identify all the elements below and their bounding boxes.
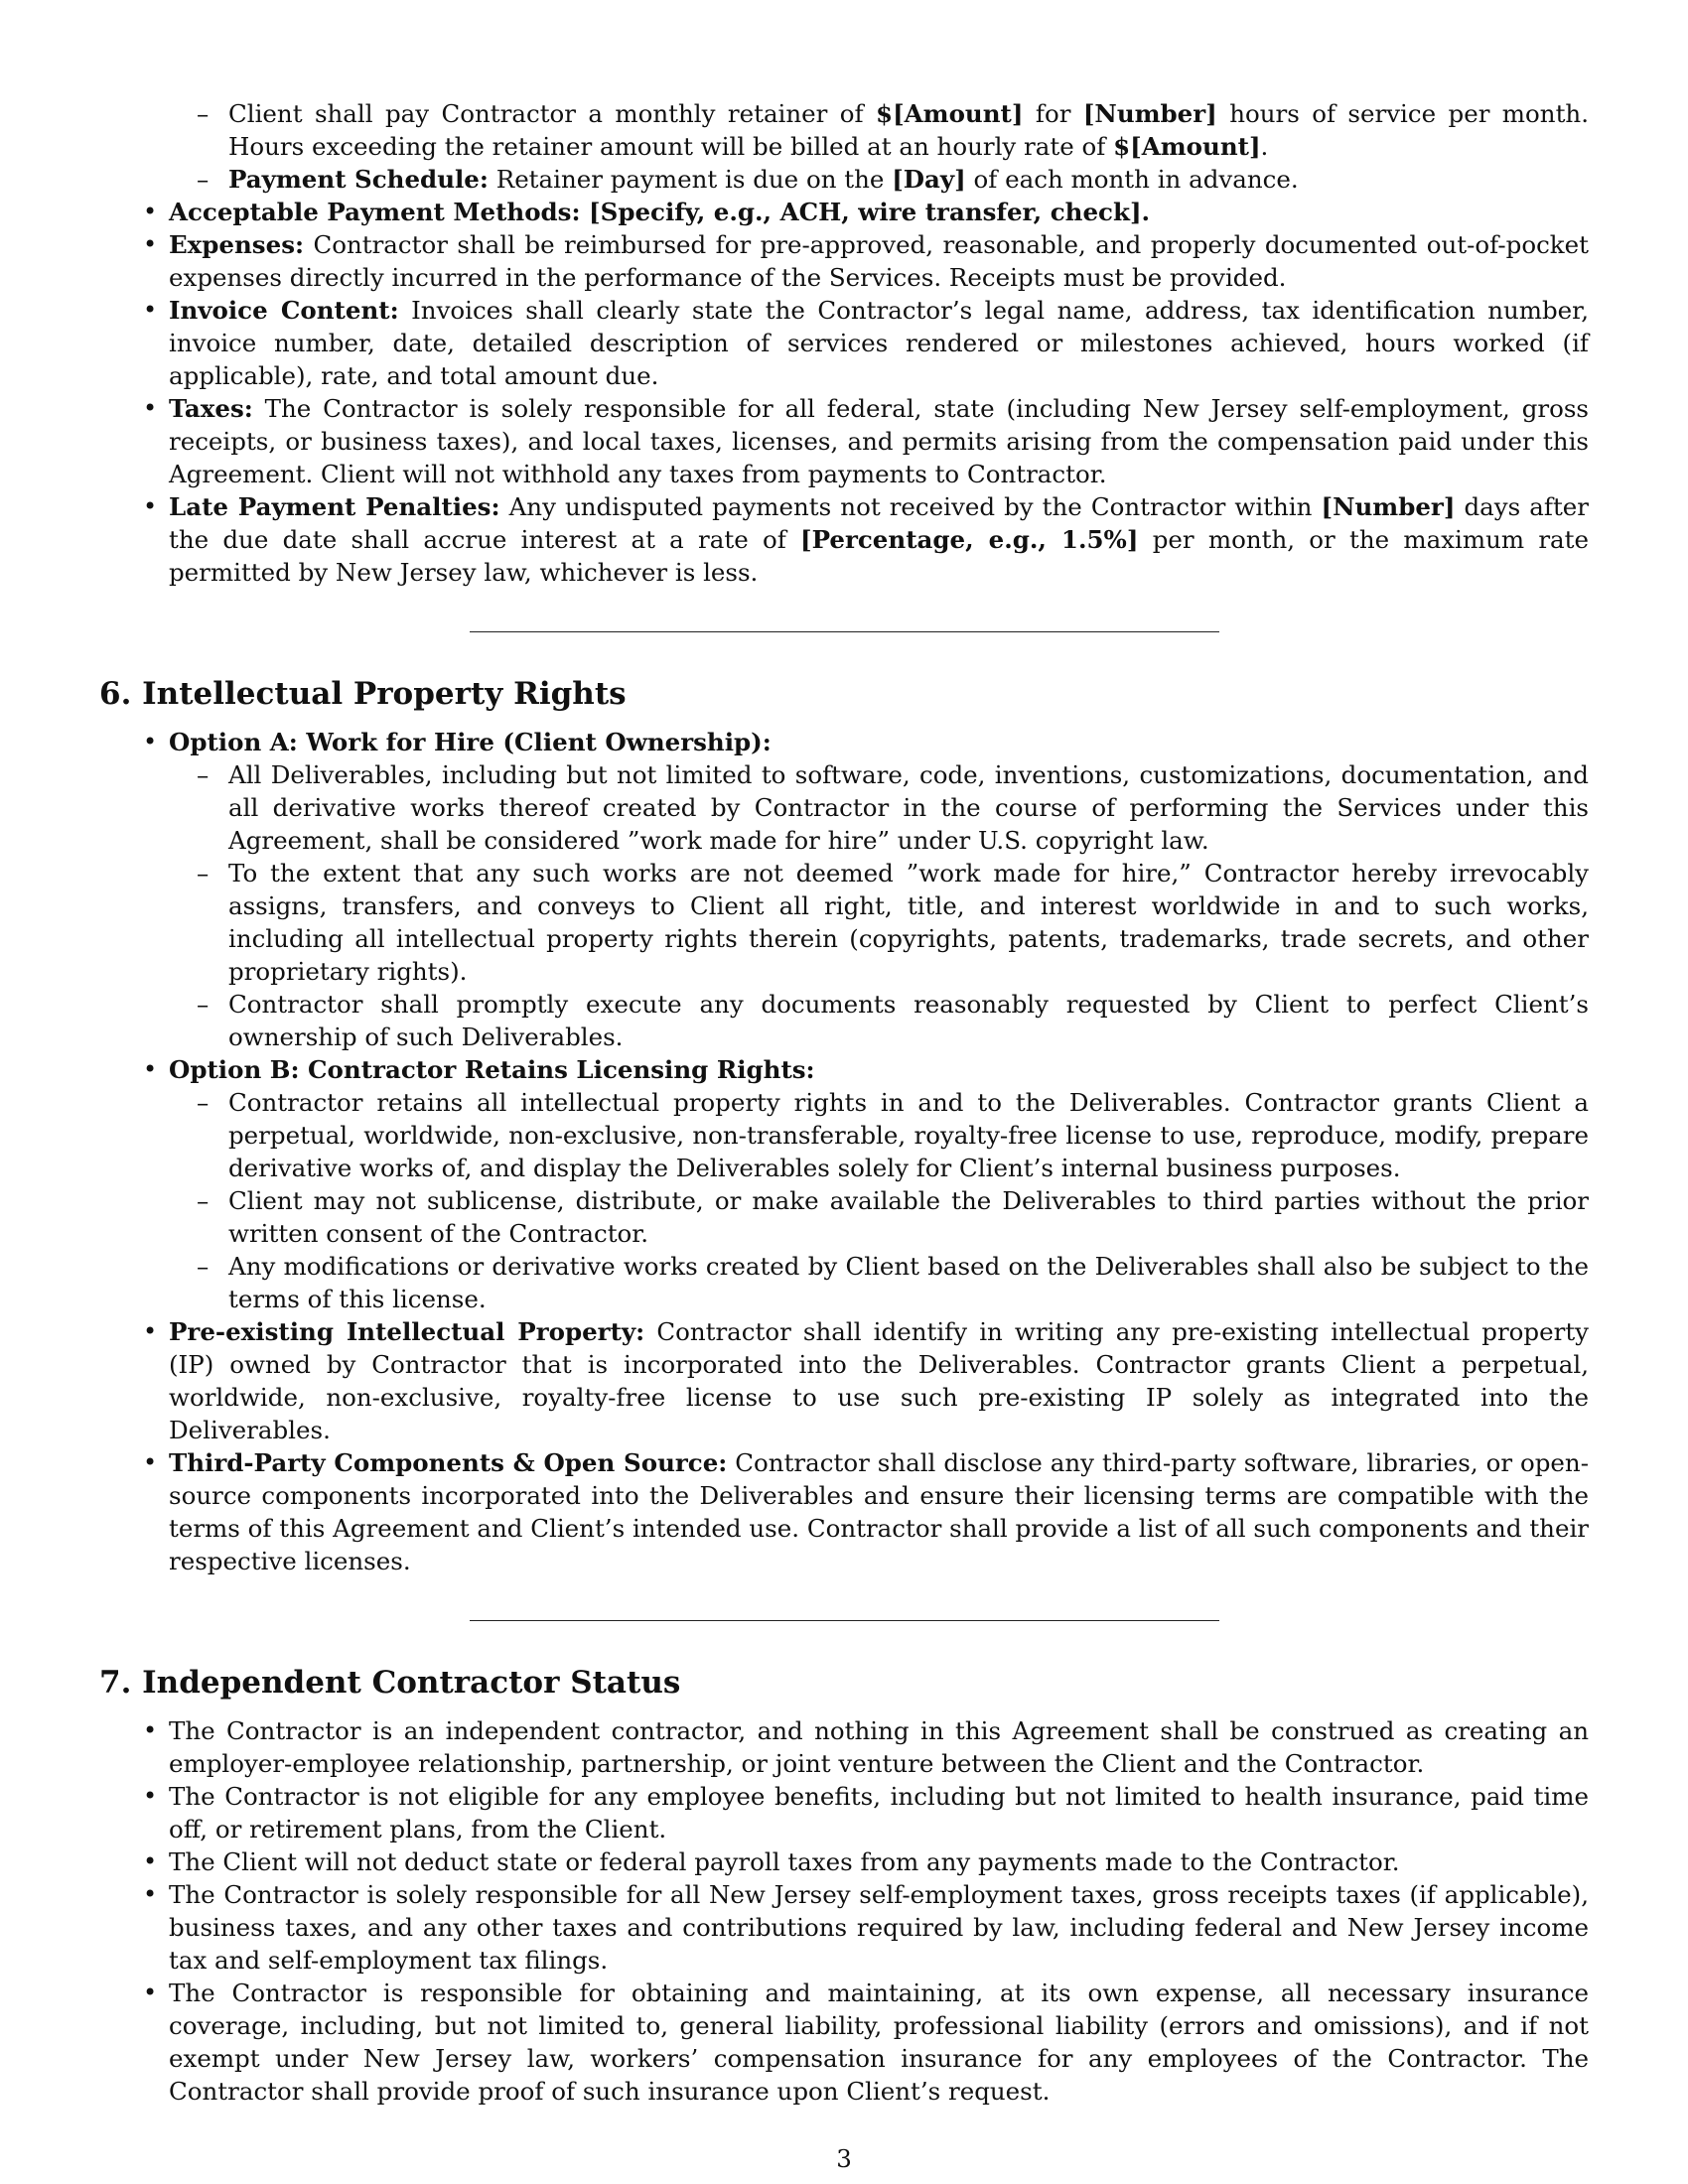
- third-party-item: • Third-Party Components & Open Source: Contractor shall disclose any third-party software, libraries, or open-source components incorporated into the Deliverables and ensure their licensing terms are compatible with the terms of this Agreement and Client’s intended use. Contractor shall provide a list of all such components and their respective licenses.: [99, 1446, 1589, 1577]
- option-b-subitem: – Client may not sublicense, distribute, or make available the Deliverables to third parties without the prior written consent of the Contractor.: [169, 1184, 1589, 1250]
- retainer-sublist: [99, 97, 1589, 196]
- option-b-subitem: – Any modifications or derivative works created by Client based on the Deliverables shall also be subject to the terms of this license.: [169, 1250, 1589, 1315]
- payment-terms-list: [99, 196, 1589, 589]
- late-payment-item: • Late Payment Penalties: Any undisputed payments not received by the Contractor within [Number] days after the due date shall accrue interest at a rate of [Percentage, e.g., 1.5%] per month, or the maximum rate permitted by New Jersey law, whichever is less.: [99, 490, 1589, 589]
- retainer-item: – Client shall pay Contractor a monthly retainer of $[Amount] for [Number] hours of service per month. Hours exceeding the retainer amount will be billed at an hourly rate of $[Amount].: [99, 97, 1589, 163]
- section-7-item: • The Client will not deduct state or federal payroll taxes from any payments made to the Contractor.: [99, 1845, 1589, 1878]
- page-number: 3: [836, 2144, 852, 2173]
- section-6-list: [99, 726, 1589, 1577]
- expenses-item: • Expenses: Contractor shall be reimbursed for pre-approved, reasonable, and properly documented out-of-pocket expenses directly incurred in the performance of the Services. Receipts must be provided.: [99, 228, 1589, 294]
- taxes-item: • Taxes: The Contractor is solely responsible for all federal, state (including New Jersey self-employment, gross receipts, or business taxes), and local taxes, licenses, and permits arising from the compensation paid under this Agreement. Client will not withhold any taxes from payments to Contractor.: [99, 392, 1589, 490]
- section-7-item: • The Contractor is not eligible for any employee benefits, including but not limited to health insurance, paid time off, or retirement plans, from the Client.: [99, 1780, 1589, 1845]
- section-6-heading: 6. Intellectual Property Rights: [99, 676, 627, 712]
- option-a-subitem: – All Deliverables, including but not limited to software, code, inventions, customizations, documentation, and all derivative works thereof created by Contractor in the course of performing the Services under this Agreement, shall be considered ”work made for hire” under U.S. copyright law.: [169, 758, 1589, 857]
- invoice-content-item: • Invoice Content: Invoices shall clearly state the Contractor’s legal name, address, tax identification number, invoice number, date, detailed description of services rendered or milestones achieved, hours worked (if applicable), rate, and total amount due.: [99, 294, 1589, 392]
- option-b-subitem: – Contractor retains all intellectual property rights in and to the Deliverables. Contractor grants Client a perpetual, worldwide, non-exclusive, non-transferable, royalty-free license to use, reproduce, modify, prepare derivative works of, and display the Deliverables solely for Client’s internal business purposes.: [169, 1086, 1589, 1184]
- section-7-heading: 7. Independent Contractor Status: [99, 1665, 681, 1701]
- option-a-sublist: [169, 758, 1589, 1053]
- payment-methods-item: • Acceptable Payment Methods: [Specify, e.g., ACH, wire transfer, check].: [99, 196, 1589, 228]
- option-a-subitem: – Contractor shall promptly execute any documents reasonably requested by Client to perfect Client’s ownership of such Deliverables.: [169, 988, 1589, 1053]
- option-a-item: • Option A: Work for Hire (Client Ownership): – All Deliverables, including but not limited to software, code, inventions, customizations, documentation, and all derivative works thereof created by Contractor in the course of performing the Services under this Agreement, shall be considered ”work made for hire” under U.S. copyright law. – To the extent that any such works are not deemed ”work made for hire,” Contractor hereby irrevocably assigns, transfers, and conveys to Client all right, title, and interest worldwide in and to such works, including all intellectual property rights therein (copyrights, patents, trademarks, trade secrets, and other proprietary rights). – Contractor shall promptly execute any documents reasonably requested by Client to perfect Client’s ownership of such Deliverables.: [99, 726, 1589, 1053]
- section-7-item: • The Contractor is an independent contractor, and nothing in this Agreement shall be construed as creating an employer-employee relationship, partnership, or joint venture between the Client and the Contractor.: [99, 1714, 1589, 1780]
- option-b-sublist: [169, 1086, 1589, 1315]
- section-7-item: • The Contractor is responsible for obtaining and maintaining, at its own expense, all necessary insurance coverage, including, but not limited to, general liability, professional liability (errors and omissions), and if not exempt under New Jersey law, workers’ compensation insurance for any employees of the Contractor. The Contractor shall provide proof of such insurance upon Client’s request.: [99, 1977, 1589, 2108]
- preexisting-ip-item: • Pre-existing Intellectual Property: Contractor shall identify in writing any pre-existing intellectual property (IP) owned by Contractor that is incorporated into the Deliverables. Contractor grants Client a perpetual, worldwide, non-exclusive, royalty-free license to use such pre-existing IP solely as integrated into the Deliverables.: [99, 1315, 1589, 1446]
- payment-schedule-item: – Payment Schedule: Retainer payment is due on the [Day] of each month in advance.: [99, 163, 1589, 196]
- page-content: [99, 97, 1589, 2108]
- option-b-item: • Option B: Contractor Retains Licensing Rights: – Contractor retains all intellectual property rights in and to the Deliverables. Contractor grants Client a perpetual, worldwide, non-exclusive, non-transferable, royalty-free license to use, reproduce, modify, prepare derivative works of, and display the Deliverables solely for Client’s internal business purposes. – Client may not sublicense, distribute, or make available the Deliverables to third parties without the prior written consent of the Contractor. – Any modifications or derivative works created by Client based on the Deliverables shall also be subject to the terms of this license.: [99, 1053, 1589, 1315]
- option-a-subitem: – To the extent that any such works are not deemed ”work made for hire,” Contractor hereby irrevocably assigns, transfers, and conveys to Client all right, title, and interest worldwide in and to such works, including all intellectual property rights therein (copyrights, patents, trademarks, trade secrets, and other proprietary rights).: [169, 857, 1589, 988]
- section-7-item: • The Contractor is solely responsible for all New Jersey self-employment taxes, gross receipts taxes (if applicable), business taxes, and any other taxes and contributions required by law, including federal and New Jersey income tax and self-employment tax filings.: [99, 1878, 1589, 1977]
- section-7-list: [99, 1714, 1589, 2108]
